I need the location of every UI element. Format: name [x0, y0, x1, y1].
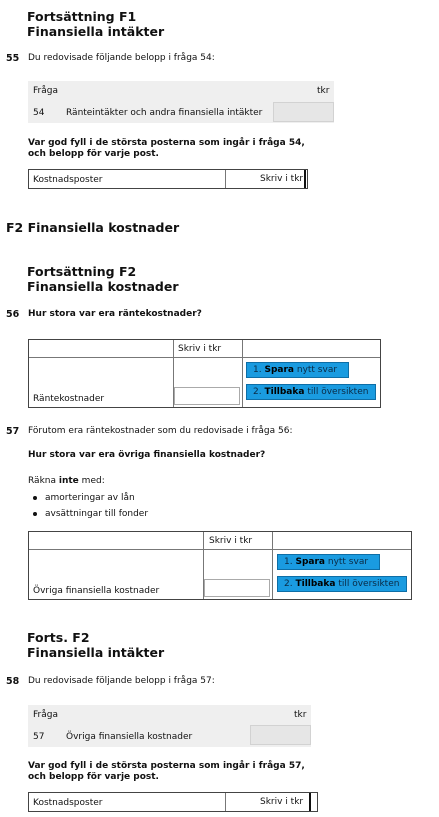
- row-number: 54: [33, 108, 45, 118]
- title-line2: Finansiella kostnader: [27, 279, 179, 294]
- q56-answer-table: [28, 339, 381, 408]
- bullet-icon: [33, 496, 37, 500]
- back-rest: till översikten: [307, 387, 369, 397]
- prev-answer-table: [28, 81, 334, 123]
- prev-answer-table: [28, 705, 311, 747]
- save-num: 1.: [253, 365, 262, 375]
- count-suffix: med:: [81, 476, 105, 486]
- instruction: [28, 761, 305, 783]
- title-line1: Fortsättning F2: [27, 264, 137, 279]
- list-item-text: amorteringar av lån: [45, 493, 135, 503]
- col-amount: Skriv i tkr: [209, 536, 253, 546]
- question-text: Förutom era räntekostnader som du redovisade i fråga 56:: [28, 426, 293, 436]
- instruction-line1: Var god fyll i de största posterna som ingår i fråga 54,: [28, 138, 305, 148]
- count-prefix: Räkna: [28, 476, 57, 486]
- back-button[interactable]: [246, 384, 376, 400]
- row-label: Räntekostnader: [33, 394, 105, 404]
- question-number: 56: [6, 309, 20, 320]
- list-item: [33, 506, 148, 522]
- save-bold: Spara: [264, 365, 294, 375]
- other-cost-input[interactable]: [204, 579, 270, 597]
- exclusion-list: [33, 490, 148, 522]
- col-amount: Skriv i tkr: [260, 797, 304, 807]
- col-amount: Skriv i tkr: [178, 344, 222, 354]
- list-item: [33, 490, 148, 506]
- count-bold: inte: [58, 476, 79, 486]
- col-divider: [272, 532, 273, 599]
- count-note: [28, 476, 105, 486]
- back-num: 2.: [284, 579, 293, 589]
- back-bold: Tillbaka: [295, 579, 336, 589]
- back-bold: Tillbaka: [264, 387, 305, 397]
- col-amount: Skriv i tkr: [260, 174, 304, 184]
- question-text: Du redovisade följande belopp i fråga 57:: [28, 676, 215, 686]
- question-number: 58: [6, 676, 20, 687]
- save-button[interactable]: [246, 362, 349, 378]
- back-button[interactable]: [277, 576, 407, 592]
- title-line1: Fortsättning F1: [27, 9, 137, 24]
- divider: [309, 793, 311, 811]
- prev-amount-field: [273, 102, 334, 122]
- divider: [225, 170, 226, 188]
- bullet-icon: [33, 512, 37, 516]
- back-num: 2.: [253, 387, 262, 397]
- title-line1: Forts. F2: [27, 630, 90, 645]
- cost-items-table: [28, 792, 318, 812]
- instruction: [28, 138, 305, 160]
- title-line2: Finansiella intäkter: [27, 24, 165, 39]
- cost-items-table: [28, 169, 308, 189]
- instruction-line2: och belopp för varje post.: [28, 772, 159, 782]
- question-text: Hur stora var era räntekostnader?: [28, 309, 202, 319]
- title-line2: Finansiella intäkter: [27, 645, 165, 660]
- save-bold: Spara: [295, 557, 325, 567]
- section-title-forts: [27, 630, 164, 660]
- row-divider: [29, 549, 411, 550]
- col-unit: tkr: [317, 86, 330, 96]
- question-number: 57: [6, 426, 20, 437]
- row-label: Övriga finansiella kostnader: [66, 732, 193, 742]
- row-divider: [29, 357, 380, 358]
- section-heading-f2: F2 Finansiella kostnader: [6, 220, 180, 235]
- col-question: Fråga: [33, 710, 58, 720]
- row-label: Övriga finansiella kostnader: [33, 586, 160, 596]
- row-number: 57: [33, 732, 45, 742]
- question-text: Du redovisade följande belopp i fråga 54:: [28, 53, 215, 63]
- row-label: Ränteintäkter och andra finansiella intäkter: [66, 108, 263, 118]
- instruction-line2: och belopp för varje post.: [28, 149, 159, 159]
- section-title-f1: [27, 9, 164, 39]
- col-items: Kostnadsposter: [33, 175, 103, 185]
- save-button[interactable]: [277, 554, 380, 570]
- section-title-f2: [27, 264, 179, 294]
- save-rest: nytt svar: [327, 557, 369, 567]
- prev-amount-field: [250, 725, 311, 745]
- col-items: Kostnadsposter: [33, 798, 103, 808]
- save-num: 1.: [284, 557, 293, 567]
- instruction-line1: Var god fyll i de största posterna som ingår i fråga 57,: [28, 761, 305, 771]
- divider: [304, 170, 306, 188]
- divider: [225, 793, 226, 811]
- col-divider: [242, 340, 243, 407]
- col-question: Fråga: [33, 86, 58, 96]
- interest-cost-input[interactable]: [174, 387, 240, 405]
- q57-answer-table: [28, 531, 412, 600]
- back-rest: till översikten: [338, 579, 400, 589]
- save-rest: nytt svar: [296, 365, 338, 375]
- sub-question: Hur stora var era övriga finansiella kostnader?: [28, 450, 266, 460]
- question-number: 55: [6, 53, 20, 64]
- list-item-text: avsättningar till fonder: [45, 509, 149, 519]
- col-unit: tkr: [294, 710, 307, 720]
